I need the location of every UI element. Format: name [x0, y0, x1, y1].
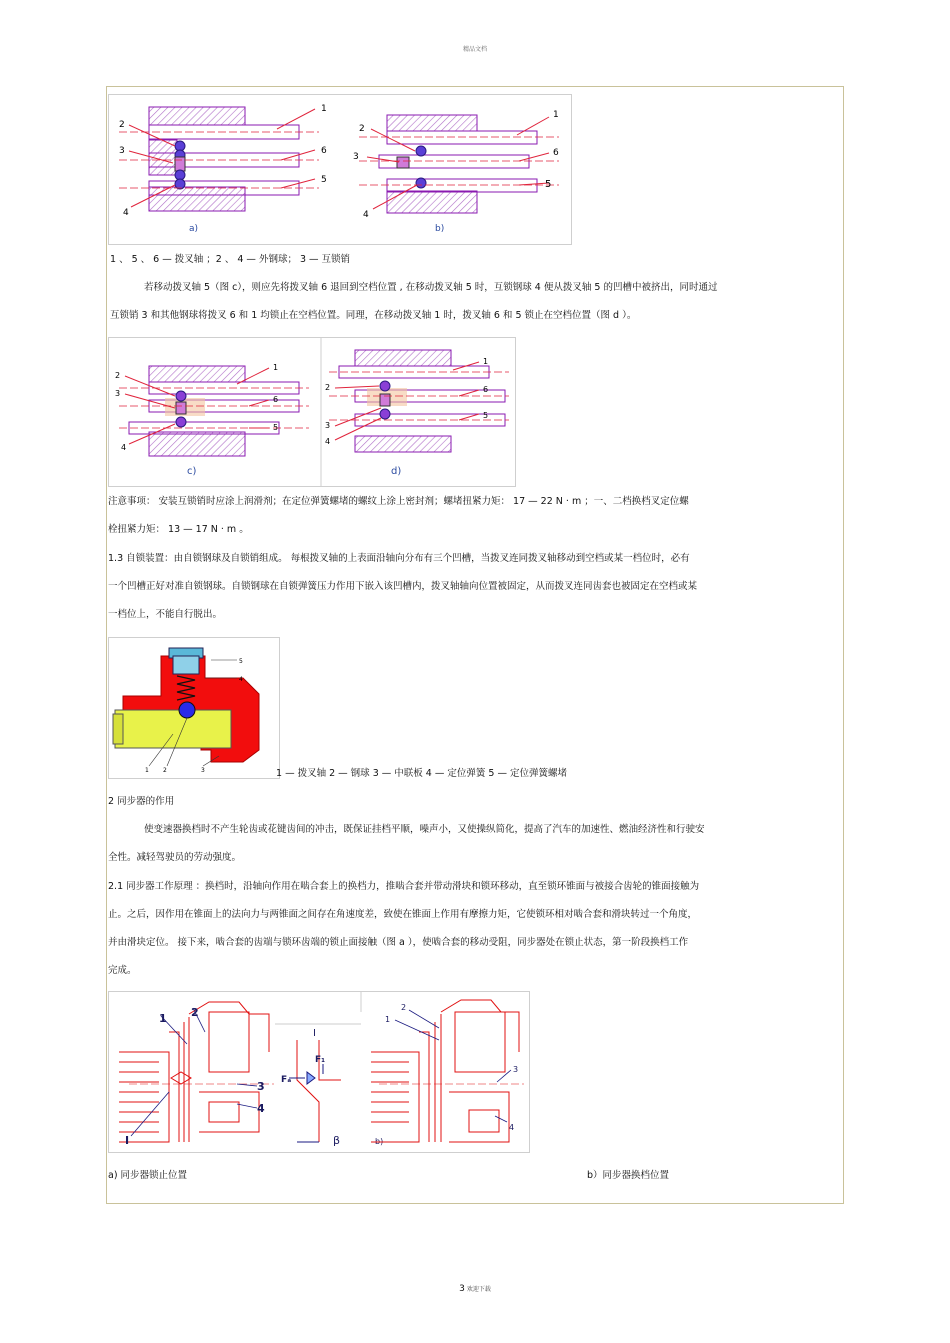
diagram-b [353, 110, 559, 234]
callout-sync-2: 2 [191, 1006, 199, 1019]
callout-c-6: 6 [273, 395, 279, 404]
callout-c-3: 3 [115, 389, 121, 398]
label-sync-b: b) [375, 1137, 384, 1146]
callout-b-2: 2 [359, 124, 365, 134]
note-line1: 注意事项： 安装互锁销时应涂上润滑剂；在定位弹簧螺堵的螺纹上涂上密封剂；螺堵扭紧力矩： 17 — 22 N · m ；一、二档换档叉定位螺 [108, 496, 689, 507]
para1-line2: 互锁销 3 和其他钢球将拨叉 6 和 1 均锁止在空档位置。同理，在移动拨叉轴 1 时，拨叉轴 6 和 5 锁止在空档位置（图 d ）。 [110, 310, 637, 321]
detail-label-Fa: Fₐ [281, 1075, 292, 1085]
label-d: d) [391, 466, 402, 477]
callout-self-5: 5 [239, 658, 243, 665]
callout-self-3: 3 [201, 767, 205, 774]
sec13-line1: 1.3 自锁装置：由自锁钢球及自锁销组成。 每根拨叉轴的上表面沿轴向分布有三个凹槽，当拨叉连同拨叉轴移动到空档或某一档位时，必有 [108, 553, 690, 564]
sec21-line2: 止。之后，因作用在锥面上的法向力与两锥面之间存在角速度差，致使在锥面上作用有摩擦力矩，它使锁环相对啮合套和滑块转过一个角度， [108, 909, 698, 920]
figure-self-lock [108, 637, 280, 779]
figure1-legend: 1 、 5 、 6 — 拨叉轴 ；2 、 4 — 外钢球； 3 — 互锁销 [110, 254, 351, 265]
label-a: a) [189, 224, 199, 234]
figure-synchronizer [108, 991, 530, 1153]
page-footer [0, 1284, 950, 1294]
page-number: 3 [459, 1284, 465, 1294]
label-c: c) [187, 466, 197, 477]
callout-d-6: 6 [483, 385, 489, 394]
callout-d-4: 4 [325, 437, 331, 446]
diagram-a [119, 104, 327, 234]
diagram-c [115, 363, 309, 477]
sec13-line2: 一个凹槽正好对准自锁钢球。自锁钢球在自锁弹簧压力作用下嵌入该凹槽内，拨叉轴轴向位置被固定，从而拨叉连同齿套也被固定在空档或某 [108, 581, 698, 592]
callout-self-4: 4 [239, 676, 243, 683]
callout-d-1: 1 [483, 357, 489, 366]
detail-label-F1: F₁ [315, 1055, 326, 1065]
para1-line1: 若移动拨叉轴 5（图 c），则应先将拨叉轴 6 退回到空档位置 , 在移动拨叉轴 5 时，互锁钢球 4 便从拨叉轴 5 的凹槽中被挤出，同时通过 [144, 282, 718, 293]
callout-sync-b-4: 4 [509, 1123, 515, 1132]
sync-locked [119, 1002, 274, 1142]
callout-b-5: 5 [545, 179, 552, 190]
callout-a-1: 1 [321, 104, 327, 114]
callout-c-4: 4 [121, 443, 127, 452]
figure-interlock-cd [108, 337, 516, 487]
callout-a-2: 2 [119, 120, 125, 130]
sec13-line3: 一档位上，不能自行脱出。 [108, 609, 223, 620]
callout-sync-3: 3 [257, 1080, 265, 1093]
interlock-cd-diagram [109, 338, 515, 486]
callout-sync-b-3: 3 [513, 1065, 519, 1074]
callout-b-3: 3 [353, 152, 359, 162]
page-header: 精品文档 [462, 46, 487, 53]
detail-label-beta: β [333, 1134, 341, 1147]
interlock-ab-diagram [109, 95, 571, 244]
callout-sync-1: 1 [159, 1012, 167, 1025]
callout-a-5: 5 [321, 175, 327, 185]
callout-d-2: 2 [325, 383, 331, 392]
sec21-line3: 并由滑块定位。 接下来，啮合套的齿端与锁环齿端的锁止面接触（图 a ），使啮合套的移动受阻，同步器处在锁止状态，第一阶段换档工作 [108, 937, 689, 948]
sec2-line1: 使变速器换档时不产生轮齿或花键齿间的冲击，既保证挂档平顺，噪声小，又使操纵简化，提高了汽车的加速性、燃油经济性和行驶安 [144, 824, 705, 835]
callout-b-6: 6 [553, 148, 559, 158]
callout-d-3: 3 [325, 421, 331, 430]
callout-self-2: 2 [163, 767, 167, 774]
figure-interlock-ab [108, 94, 572, 245]
callout-d-5: 5 [483, 411, 489, 420]
synchronizer-diagram [109, 992, 529, 1152]
callout-a-3: 3 [119, 146, 125, 156]
footer-text: 欢迎下载 [466, 1286, 491, 1293]
caption-sync-b: b）同步器换档位置 [587, 1170, 670, 1181]
sync-force-detail [275, 1024, 383, 1147]
caption-sync-a: a) 同步器锁止位置 [108, 1170, 188, 1181]
callout-a-4: 4 [123, 208, 129, 218]
callout-sync-b-2: 2 [401, 1003, 407, 1012]
callout-c-5: 5 [273, 423, 279, 432]
detail-label-I: I [313, 1028, 316, 1039]
callout-sync-b-1: 1 [385, 1015, 391, 1024]
callout-c-2: 2 [115, 371, 121, 380]
callout-b-1: 1 [553, 110, 559, 120]
sec2-line2: 全性。减轻驾驶员的劳动强度。 [108, 852, 242, 863]
callout-c-1: 1 [273, 363, 279, 372]
sec21-line1: 2.1 同步器工作原理 ：换档时，沿轴向作用在啮合套上的换档力，推啮合套并带动滑块和锁环移动，直至锁环锥面与被接合齿轮的锥面接触为 [108, 881, 700, 892]
section2-title: 2 同步器的作用 [108, 796, 175, 807]
note-line2: 栓扭紧力矩： 13 — 17 N · m 。 [108, 524, 249, 535]
label-b: b) [435, 224, 445, 234]
callout-sync-4: 4 [257, 1102, 265, 1115]
sec21-line4: 完成。 [108, 965, 137, 976]
callout-a-6: 6 [321, 146, 327, 156]
callout-sync-I: I [125, 1134, 130, 1147]
diagram-d [325, 350, 509, 477]
self-lock-diagram [109, 638, 279, 778]
callout-self-1: 1 [145, 767, 149, 774]
callout-b-4: 4 [363, 210, 369, 220]
figure3-legend: 1 — 拨叉轴 2 — 钢球 3 — 中联板 4 — 定位弹簧 5 — 定位弹簧螺堵 [276, 768, 567, 779]
